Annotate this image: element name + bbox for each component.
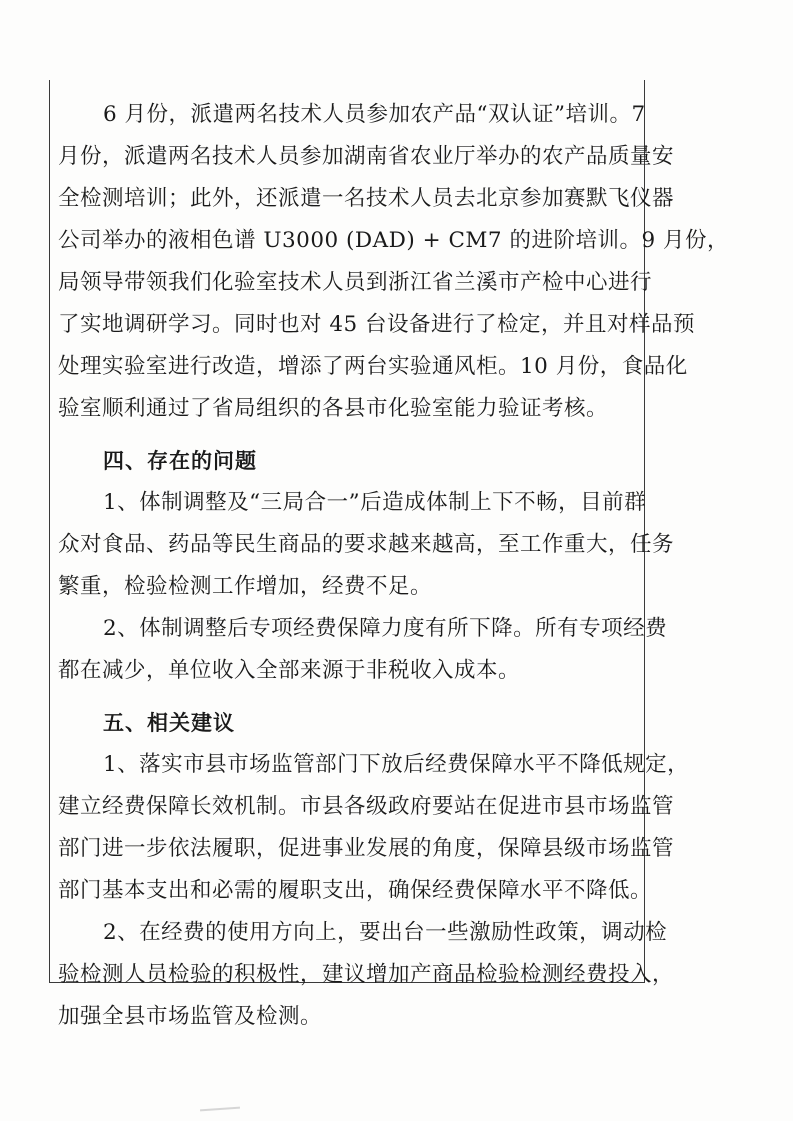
paragraph-intro bbox=[58, 94, 729, 430]
text-line: 验检测人员检验的积极性，建议增加产商品检验检测经费投入， bbox=[58, 962, 675, 987]
text-line: 6 月份，派遣两名技术人员参加农产品“双认证”培训。7 bbox=[103, 102, 646, 127]
text-line: 1、落实市县市场监管部门下放后经费保障水平不降低规定， bbox=[103, 752, 690, 777]
text-line: 加强全县市场监管及检测。 bbox=[58, 1004, 323, 1029]
text-line: 1、体制调整及“三局合一”后造成体制上下不畅，目前群 bbox=[103, 490, 647, 515]
document-body bbox=[58, 94, 729, 1038]
text-line: 局领导带领我们化验室技术人员到浙江省兰溪市产检中心进行 bbox=[58, 270, 653, 295]
scan-mark bbox=[200, 1107, 240, 1112]
text-line: 验室顺利通过了省局组织的各县市化验室能力验证考核。 bbox=[58, 396, 609, 421]
problem-item-1 bbox=[58, 482, 675, 608]
suggestion-item-2 bbox=[58, 912, 675, 1038]
table-frame bbox=[49, 80, 729, 1029]
text-line: 建立经费保障长效机制。市县各级政府要站在促进市县市场监管 bbox=[58, 794, 675, 819]
section-heading-suggestions: 五、相关建议 bbox=[103, 711, 235, 735]
text-line: 2、体制调整后专项经费保障力度有所下降。所有专项经费 bbox=[103, 616, 668, 641]
problem-item-2 bbox=[58, 608, 668, 692]
suggestion-item-1 bbox=[58, 744, 690, 912]
text-line: 全检测培训；此外，还派遣一名技术人员去北京参加赛默飞仪器 bbox=[58, 186, 675, 211]
text-line: 繁重，检验检测工作增加，经费不足。 bbox=[58, 574, 433, 599]
text-line: 2、在经费的使用方向上，要出台一些激励性政策，调动检 bbox=[103, 920, 668, 945]
text-line: 公司举办的液相色谱 U3000 (DAD) + CM7 的进阶培训。9 月份， bbox=[58, 228, 729, 253]
text-line: 部门基本支出和必需的履职支出，确保经费保障水平不降低。 bbox=[58, 878, 653, 903]
text-line: 月份，派遣两名技术人员参加湖南省农业厅举办的农产品质量安 bbox=[58, 144, 675, 169]
text-line: 了实地调研学习。同时也对 45 台设备进行了检定，并且对样品预 bbox=[58, 312, 696, 337]
section-heading-problems: 四、存在的问题 bbox=[103, 449, 257, 473]
text-line: 部门进一步依法履职，促进事业发展的角度，保障县级市场监管 bbox=[58, 836, 675, 861]
text-line: 处理实验室进行改造，增添了两台实验通风柜。10 月份，食品化 bbox=[58, 354, 688, 379]
text-line: 都在减少，单位收入全部来源于非税收入成本。 bbox=[58, 658, 521, 683]
text-line: 众对食品、药品等民生商品的要求越来越高，至工作重大，任务 bbox=[58, 532, 675, 557]
